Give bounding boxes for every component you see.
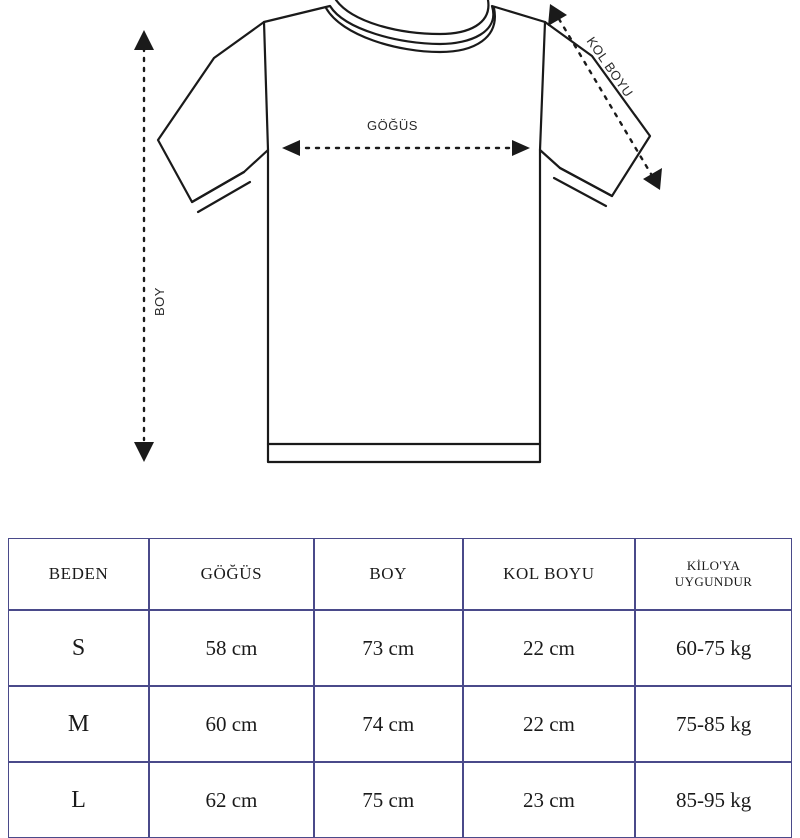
column-header-sleeve: KOL BOYU [463, 538, 635, 610]
cell-chest: 60 cm [149, 686, 314, 762]
cell-chest: 62 cm [149, 762, 314, 838]
cell-weight: 60-75 kg [635, 610, 792, 686]
length-measure-arrow [134, 30, 154, 462]
column-header-weight-line1: KİLO'YA [686, 557, 741, 573]
column-header-length: BOY [314, 538, 463, 610]
cell-length: 75 cm [314, 762, 463, 838]
cell-size: M [8, 686, 149, 762]
cell-length: 73 cm [314, 610, 463, 686]
tshirt-outline-icon [158, 0, 650, 462]
length-label: BOY [152, 287, 167, 316]
column-header-weight-line2: UYGUNDUR [674, 574, 753, 589]
cell-chest: 58 cm [149, 610, 314, 686]
sleeve-measure-arrow [548, 4, 662, 190]
cell-weight: 75-85 kg [635, 686, 792, 762]
sleeve-label: KOL BOYU [583, 34, 637, 100]
table-row [8, 762, 792, 838]
column-header-size: BEDEN [8, 538, 149, 610]
column-header-chest: GÖĞÜS [149, 538, 314, 610]
cell-size: S [8, 610, 149, 686]
cell-size: L [8, 762, 149, 838]
table-row [8, 610, 792, 686]
table-header-row [8, 538, 792, 610]
table-row [8, 686, 792, 762]
cell-weight: 85-95 kg [635, 762, 792, 838]
chest-measure-arrow [282, 140, 530, 156]
chest-label: GÖĞÜS [367, 118, 418, 133]
cell-sleeve: 23 cm [463, 762, 635, 838]
size-table [8, 538, 792, 838]
cell-sleeve: 22 cm [463, 686, 635, 762]
cell-sleeve: 22 cm [463, 610, 635, 686]
cell-length: 74 cm [314, 686, 463, 762]
column-header-weight [635, 538, 792, 610]
